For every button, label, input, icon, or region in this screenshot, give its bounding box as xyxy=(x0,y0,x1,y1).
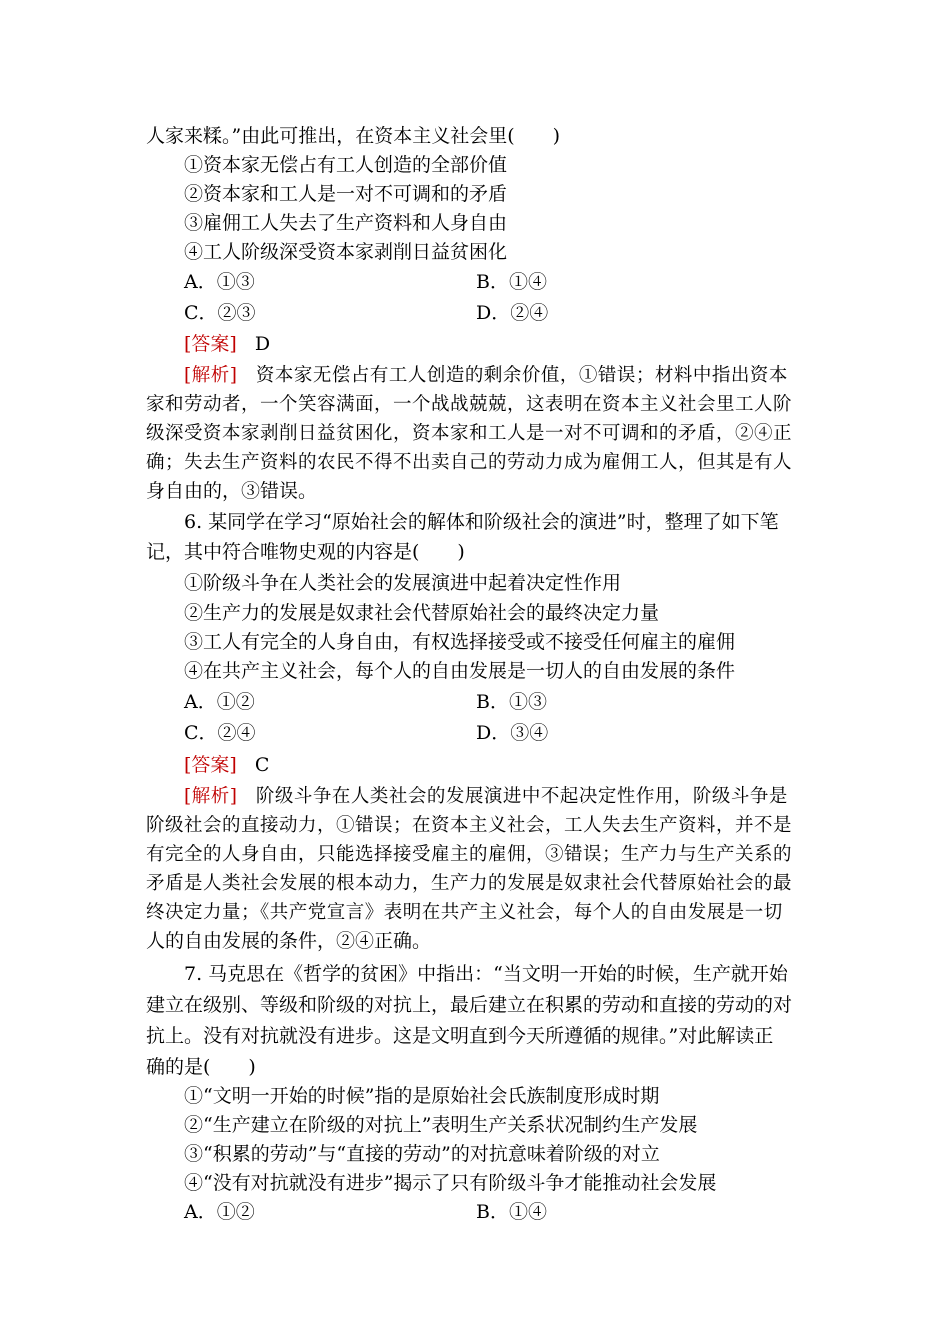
analysis-label: [解析] xyxy=(184,786,238,807)
q6-item-1: ①阶级斗争在人类社会的发展演进中起着决定性作用 xyxy=(184,572,622,594)
q5-analysis-line-4: 确；失去生产资料的农民不得不出卖自己的劳动力成为雇佣工人，但其是有人 xyxy=(146,452,793,473)
q6-option-a: A．①② xyxy=(184,691,255,713)
q5-option-d: D．②④ xyxy=(476,302,549,324)
q5-item-4: ④工人阶级深受资本家剥削日益贫困化 xyxy=(184,241,508,263)
q6-option-d: D．③④ xyxy=(476,722,549,744)
q5-stem: 人家来糅。”由此可推出，在资本主义社会里( ) xyxy=(146,125,561,147)
analysis-label: [解析] xyxy=(184,365,238,386)
q6-item-4: ④在共产主义社会，每个人的自由发展是一切人的自由发展的条件 xyxy=(184,660,736,682)
answer-value: C xyxy=(254,754,270,776)
q7-item-3: ③“积累的劳动”与“直接的劳动”的对抗意味着阶级的对立 xyxy=(184,1143,660,1165)
q7-stem-line-1: 7. 马克思在《哲学的贫困》中指出：“当文明一开始的时候，生产就开始 xyxy=(184,963,788,985)
q7-option-b: B．①④ xyxy=(476,1201,547,1223)
q5-answer xyxy=(184,330,270,359)
q6-stem-line-1: 6. 某同学在学习“原始社会的解体和阶级社会的演进”时，整理了如下笔 xyxy=(184,511,779,533)
q6-option-c: C．②④ xyxy=(184,722,256,744)
q7-item-4: ④“没有对抗就没有进步”揭示了只有阶级斗争才能推动社会发展 xyxy=(184,1172,717,1194)
q6-analysis-line-5: 终决定力量；《共产党宣言》表明在共产主义社会，每个人的自由发展是一切 xyxy=(146,902,783,923)
q6-analysis-line-1: [解析] 阶级斗争在人类社会的发展演进中不起决定性作用，阶级斗争是 xyxy=(184,786,788,807)
q7-stem-line-3: 抗上。没有对抗就没有进步。这是文明直到今天所遵循的规律。”对此解读正 xyxy=(146,1025,774,1047)
q6-item-3: ③工人有完全的人身自由，有权选择接受或不接受任何雇主的雇佣 xyxy=(184,631,736,653)
q5-option-b: B．①④ xyxy=(476,271,547,293)
q6-analysis-line-3: 有完全的人身自由，只能选择接受雇主的雇佣，③错误；生产力与生产关系的 xyxy=(146,844,793,865)
answer-value: D xyxy=(254,333,271,355)
q7-stem-line-4: 确的是( ) xyxy=(146,1056,256,1078)
q7-item-1: ①“文明一开始的时候”指的是原始社会氏族制度形成时期 xyxy=(184,1085,660,1107)
q5-option-c: C．②③ xyxy=(184,302,256,324)
q6-option-b: B．①③ xyxy=(476,691,547,713)
q6-analysis-line-2: 阶级社会的直接动力，①错误；在资本主义社会，工人失去生产资料，并不是 xyxy=(146,815,793,836)
answer-label: [答案] xyxy=(184,333,237,355)
q5-analysis-line-5: 身自由的，③错误。 xyxy=(146,480,318,502)
q5-option-a: A．①③ xyxy=(184,271,255,293)
q6-analysis-line-4: 矛盾是人类社会发展的根本动力，生产力的发展是奴隶社会代替原始社会的最 xyxy=(146,873,793,894)
q6-stem-line-2: 记，其中符合唯物史观的内容是( ) xyxy=(146,541,465,563)
q6-analysis-line-6: 人的自由发展的条件，②④正确。 xyxy=(146,930,432,952)
answer-label: [答案] xyxy=(184,754,237,776)
q5-analysis-line-1: [解析] 资本家无偿占有工人创造的剩余价值，①错误；材料中指出资本 xyxy=(184,365,788,386)
q6-answer xyxy=(184,751,269,780)
q7-item-2: ②“生产建立在阶级的对抗上”表明生产关系状况制约生产发展 xyxy=(184,1114,698,1136)
q7-stem-line-2: 建立在级别、等级和阶级的对抗上，最后建立在积累的劳动和直接的劳动的对 xyxy=(146,994,793,1016)
q5-analysis-line-2: 家和劳动者，一个笑容满面，一个战战兢兢，这表明在资本主义社会里工人阶 xyxy=(146,394,793,415)
q5-item-1: ①资本家无偿占有工人创造的全部价值 xyxy=(184,154,508,176)
q6-item-2: ②生产力的发展是奴隶社会代替原始社会的最终决定力量 xyxy=(184,602,660,624)
q5-analysis-line-3: 级深受资本家剥削日益贫困化，资本家和工人是一对不可调和的矛盾，②④正 xyxy=(146,423,793,444)
q5-item-2: ②资本家和工人是一对不可调和的矛盾 xyxy=(184,183,508,205)
q7-option-a: A．①② xyxy=(184,1201,255,1223)
q5-item-3: ③雇佣工人失去了生产资料和人身自由 xyxy=(184,212,508,234)
